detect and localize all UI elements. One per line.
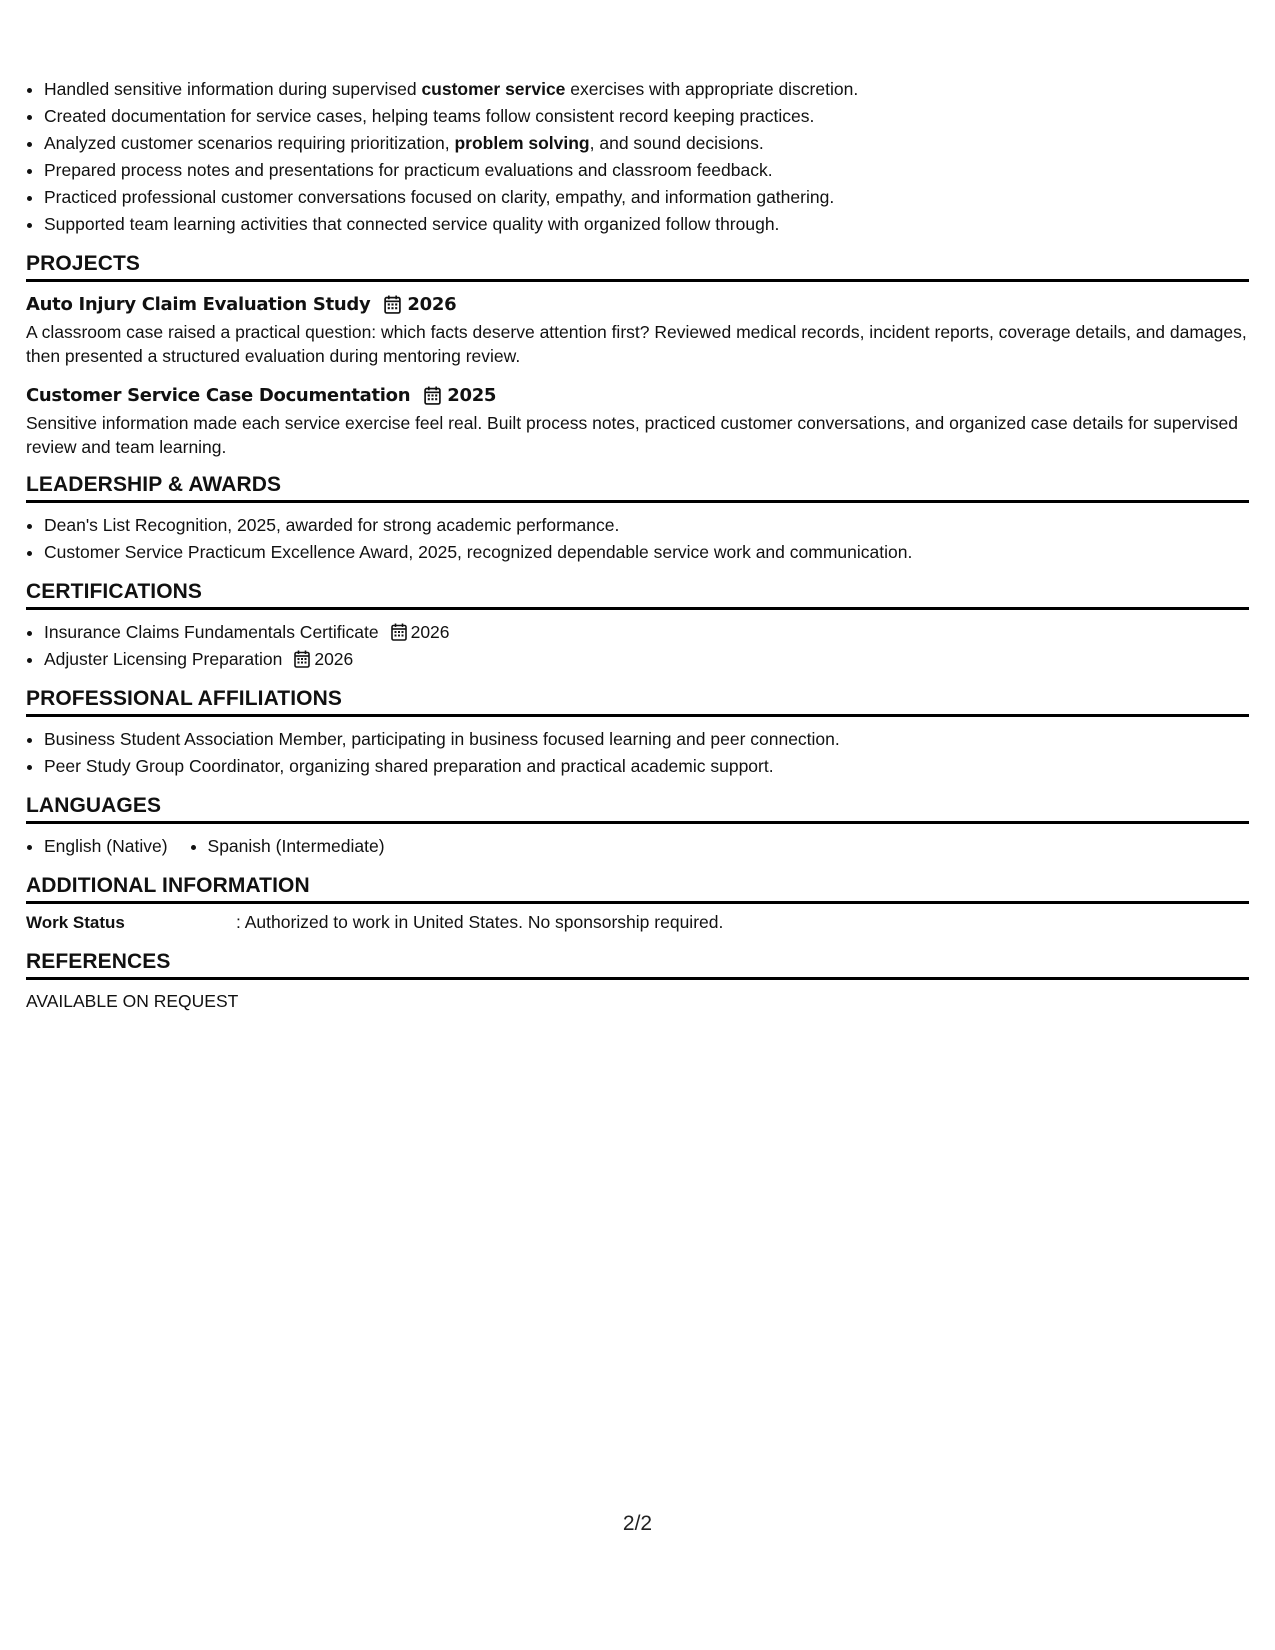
list-item: • Customer Service Practicum Excellence Award, 2025, recognized dependable service work and communication. [44, 539, 1249, 566]
info-row [26, 909, 1249, 936]
info-value: : Authorized to work in United States. No sponsorship required. [236, 912, 724, 932]
section-title: PROFESSIONAL AFFILIATIONS [26, 687, 1249, 717]
section-title: ADDITIONAL INFORMATION [26, 874, 1249, 904]
section-title: CERTIFICATIONS [26, 580, 1249, 610]
references-text: AVAILABLE ON REQUEST [26, 991, 239, 1011]
list-item: • English (Native) [44, 833, 168, 860]
calendar-icon [391, 623, 407, 641]
projects-section [26, 252, 1249, 459]
certifications-section [26, 580, 1249, 673]
calendar-icon [294, 650, 310, 668]
list-item [44, 646, 1249, 673]
affiliations-list [26, 726, 1249, 780]
list-item: • Analyzed customer scenarios requiring prioritization, problem solving, and sound decisions. [44, 130, 1249, 157]
page-number: 2/2 [622, 1512, 653, 1535]
resume-page [26, 76, 1249, 1015]
experience-bullets [26, 76, 1249, 238]
certifications-list [26, 619, 1249, 673]
section-title: LEADERSHIP & AWARDS [26, 473, 1249, 503]
calendar-icon [424, 386, 441, 405]
list-item: • Handled sensitive information during supervised customer service exercises with appropriate discretion. [44, 76, 1249, 103]
additional-info-section [26, 874, 1249, 936]
project-description: A classroom case raised a practical question: which facts deserve attention first? Reviewed medical records, incident reports, coverage details, and damages, then presented a structured evaluation during mentoring review. [26, 322, 1247, 366]
leadership-section [26, 473, 1249, 566]
certification-name: Adjuster Licensing Preparation [44, 649, 283, 669]
project-description: Sensitive information made each service exercise feel real. Built process notes, practiced customer conversations, and organized case details for supervised review and team learning. [26, 413, 1238, 457]
project-date: 2025 [447, 384, 497, 406]
calendar-icon [384, 295, 401, 314]
list-item: • Business Student Association Member, participating in business focused learning and peer connection. [44, 726, 1249, 753]
certification-date: 2026 [314, 649, 354, 669]
project-item [26, 382, 1249, 459]
list-item: • Prepared process notes and presentations for practicum evaluations and classroom feedback. [44, 157, 1249, 184]
section-title: LANGUAGES [26, 794, 1249, 824]
project-name: Customer Service Case Documentation [26, 384, 411, 406]
leadership-list [26, 512, 1249, 566]
project-item [26, 291, 1249, 368]
languages-section [26, 794, 1249, 860]
list-item: • Dean's List Recognition, 2025, awarded for strong academic performance. [44, 512, 1249, 539]
section-title: REFERENCES [26, 950, 1249, 980]
languages-list [26, 833, 1249, 860]
list-item: • Created documentation for service cases, helping teams follow consistent record keeping practices. [44, 103, 1249, 130]
section-title: PROJECTS [26, 252, 1249, 282]
list-item: • Spanish (Intermediate) [208, 833, 385, 860]
list-item [44, 619, 1249, 646]
list-item: • Practiced professional customer conversations focused on clarity, empathy, and information gathering. [44, 184, 1249, 211]
references-section [26, 950, 1249, 1015]
project-name: Auto Injury Claim Evaluation Study [26, 293, 371, 315]
info-key: Work Status [26, 913, 125, 932]
affiliations-section [26, 687, 1249, 780]
list-item: • Supported team learning activities that connected service quality with organized follow through. [44, 211, 1249, 238]
list-item: • Peer Study Group Coordinator, organizing shared preparation and practical academic support. [44, 753, 1249, 780]
certification-date: 2026 [410, 622, 450, 642]
certification-name: Insurance Claims Fundamentals Certificate [44, 622, 379, 642]
project-date: 2026 [407, 293, 457, 315]
